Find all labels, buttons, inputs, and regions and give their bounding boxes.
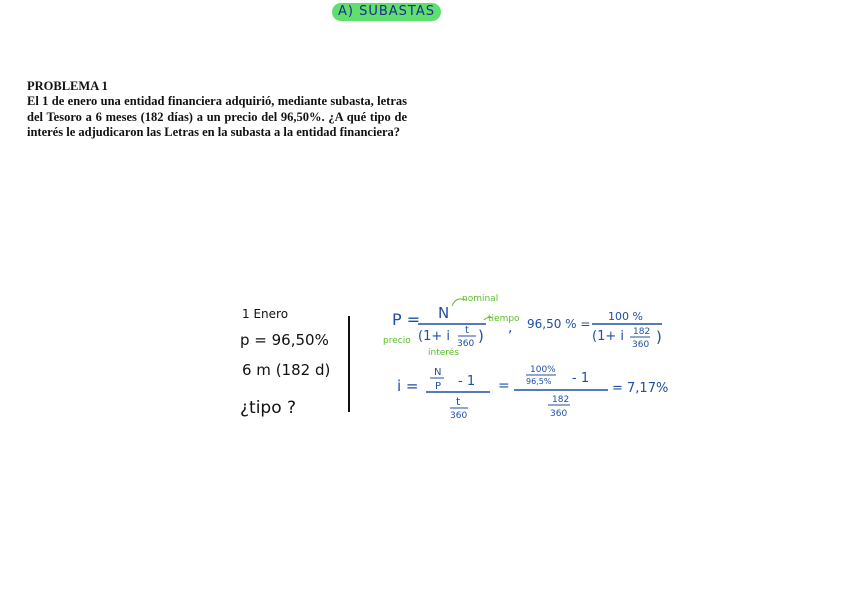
formula-close: ) <box>478 327 484 345</box>
solution-p: P <box>435 381 442 392</box>
substituted-t: 182 <box>633 327 651 337</box>
solution-den-top: 182 <box>552 395 570 405</box>
solution-i: i = <box>397 377 419 395</box>
substituted-numerator: 100 % <box>608 310 643 323</box>
formula-comma: , <box>508 320 513 336</box>
substituted-lhs: 96,50 % = <box>527 317 591 331</box>
substituted-denominator: (1+ i <box>592 329 624 344</box>
note-question: ¿tipo ? <box>240 398 297 418</box>
annotation-tiempo: tiempo <box>488 314 520 324</box>
solution-minus1: - 1 <box>458 374 476 389</box>
formula-numerator: N <box>438 304 450 322</box>
solution-num-bottom: 96,5% <box>526 377 552 386</box>
annotation-nominal: nominal <box>462 294 499 304</box>
solution-t: t <box>456 395 461 408</box>
formula-denominator: (1+ i <box>418 329 450 344</box>
solution-minus1b: - 1 <box>572 371 590 386</box>
solution-num-top: 100% <box>530 365 556 375</box>
problem-heading: PROBLEMA 1 <box>27 79 108 93</box>
formula-t: t <box>465 325 469 336</box>
annotation-interes: interés <box>428 348 459 358</box>
substituted-t-den: 360 <box>632 340 650 350</box>
solution-t-den: 360 <box>450 411 468 421</box>
problem-statement: El 1 de enero una entidad financiera adquirió, mediante subasta, letras del Tesoro a 6 meses (182 días) a un precio del 96,50%. ¿A qué tipo de interés le adjudicaron las Letras en la subasta a la entidad financiera? <box>27 94 407 139</box>
solution-result: = 7,17% <box>612 381 669 396</box>
annotation-precio: precio <box>383 336 411 346</box>
note-term: 6 m (182 d) <box>242 361 331 379</box>
solution-den-bottom: 360 <box>550 409 568 419</box>
section-title: A) SUBASTAS <box>332 3 441 21</box>
solution-eq: = <box>498 378 510 394</box>
substituted-close: ) <box>656 328 662 346</box>
solution-n: N <box>434 367 442 378</box>
note-price: p = 96,50% <box>240 331 329 349</box>
formula-t-den: 360 <box>457 339 475 349</box>
formula-p: P = <box>392 310 421 329</box>
note-date: 1 Enero <box>242 307 289 321</box>
